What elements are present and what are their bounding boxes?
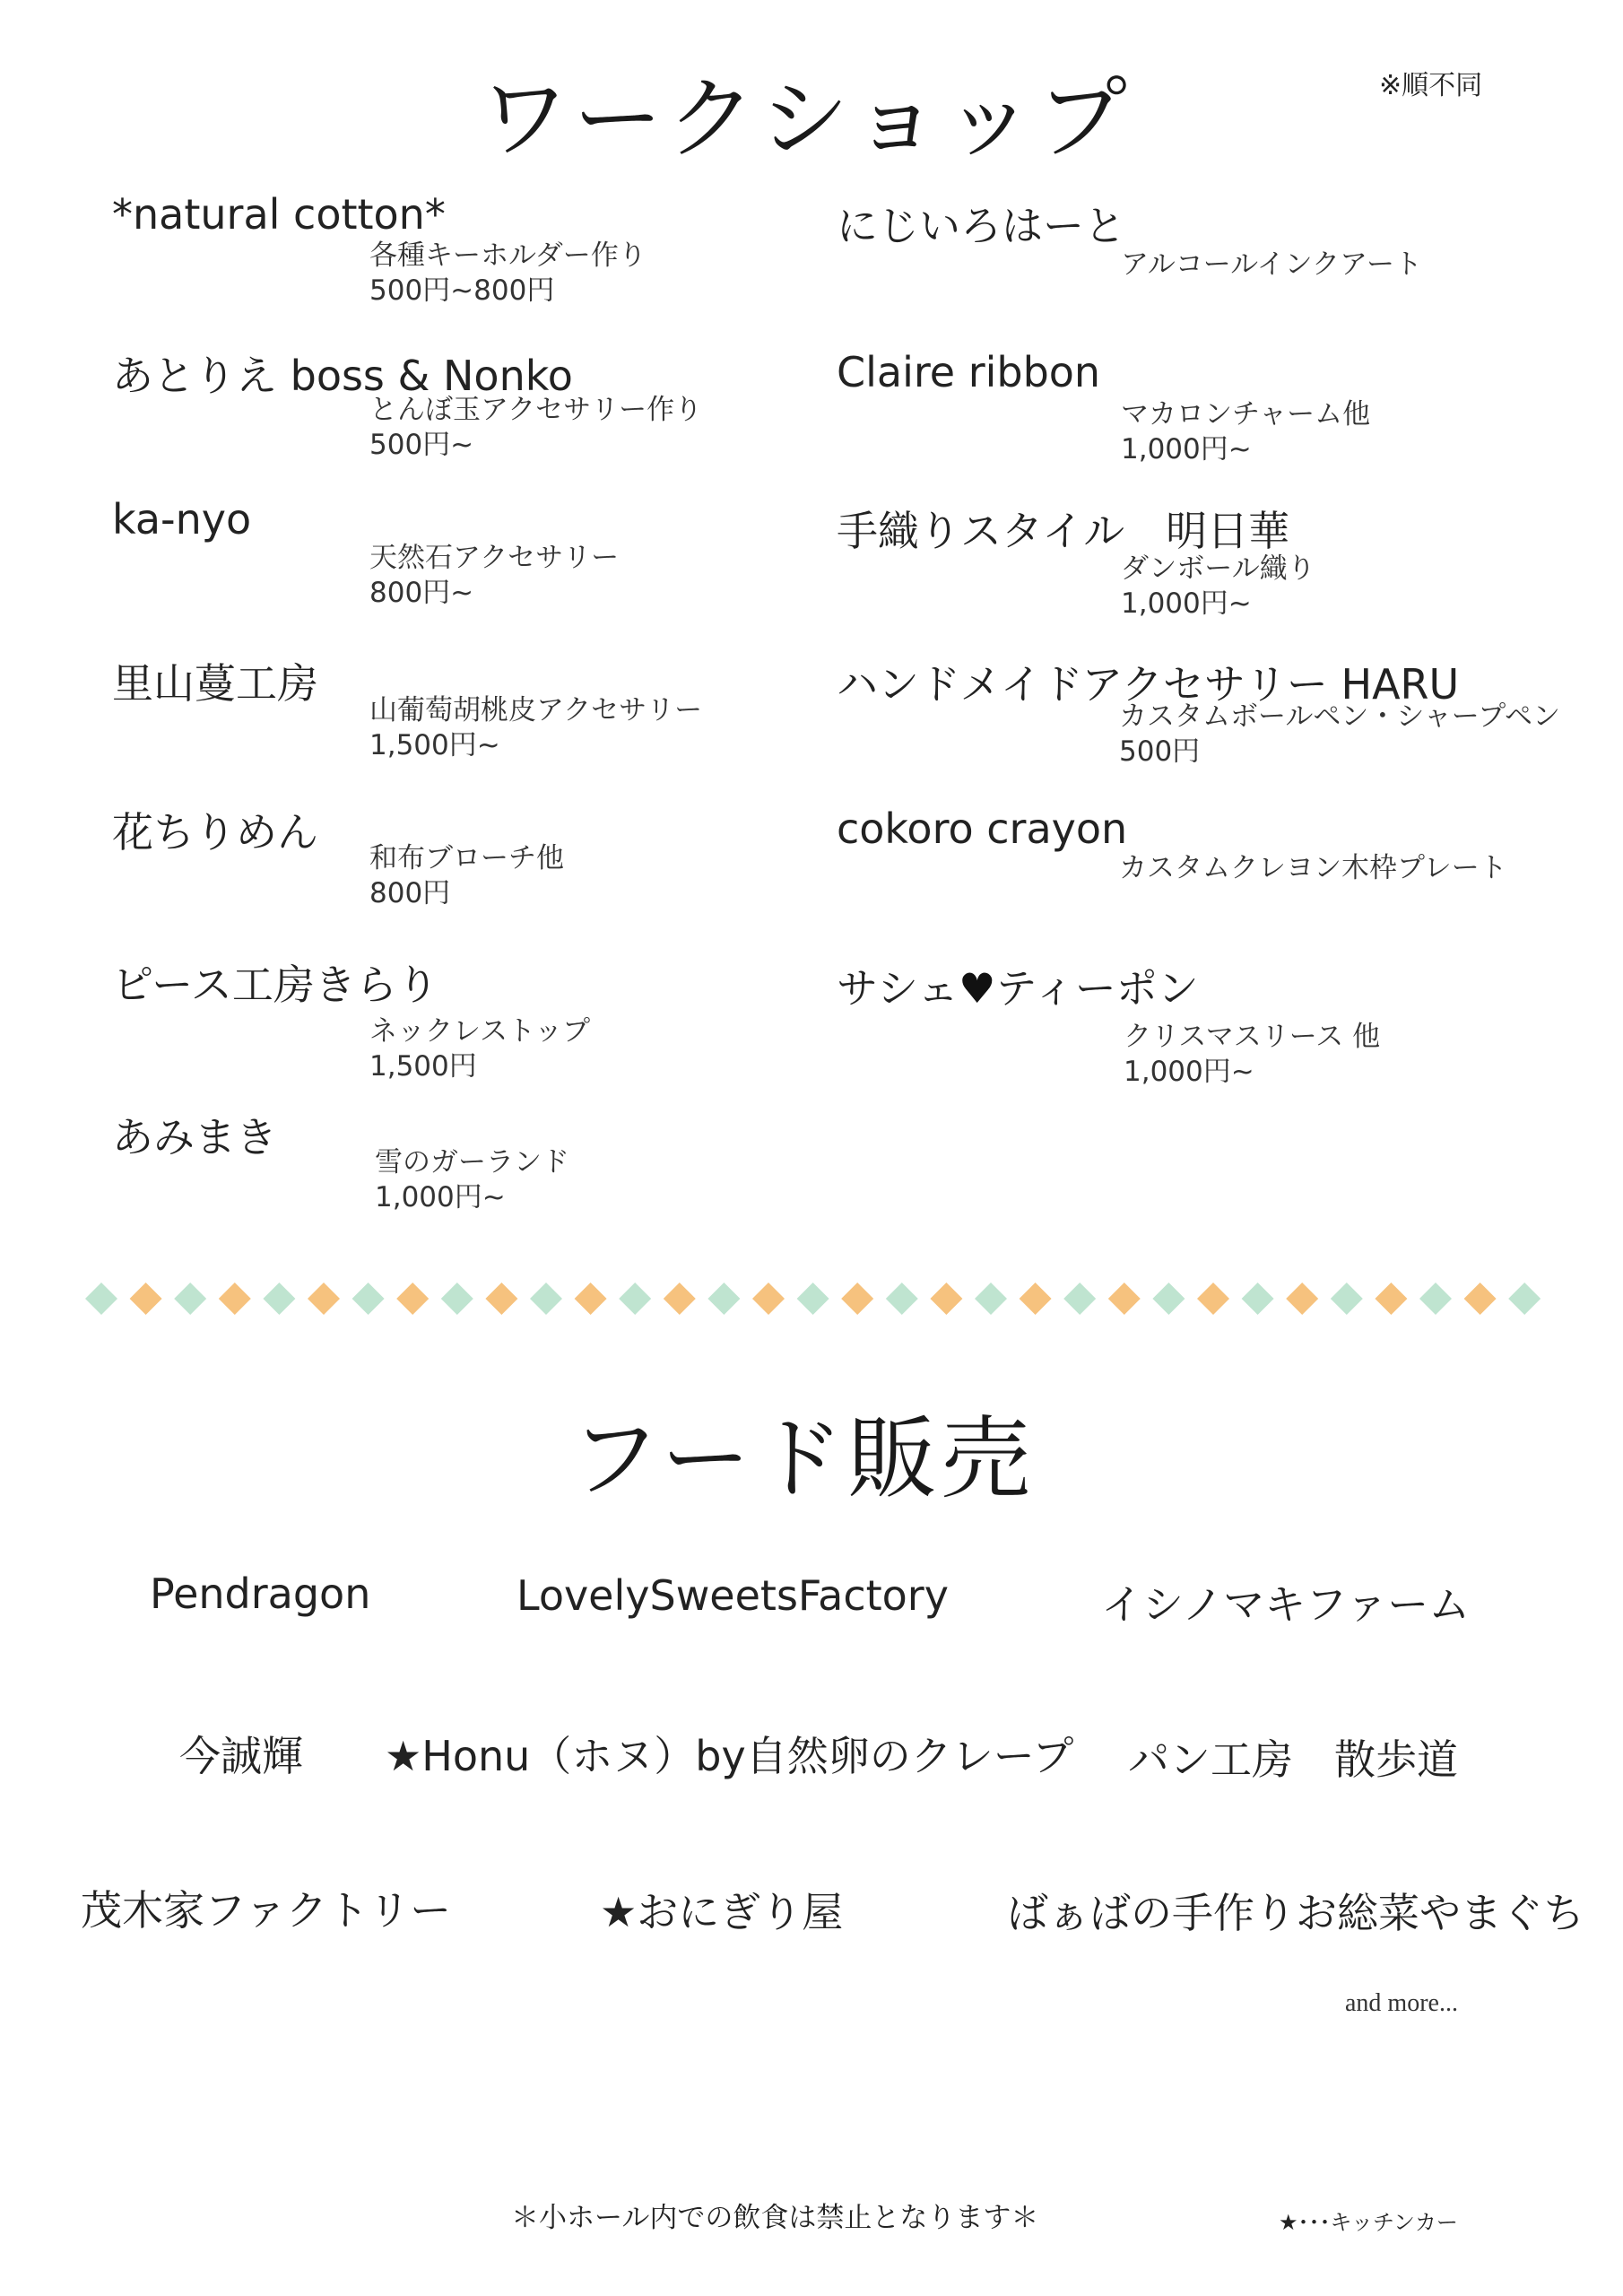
divider-diamond <box>975 1283 1007 1315</box>
divider-diamond <box>263 1283 295 1315</box>
shop-desc <box>369 393 702 463</box>
shop-activity: 各種キーホルダー作り <box>369 239 647 272</box>
divider-diamond <box>1242 1283 1274 1315</box>
shop-activity: クリスマスリース 他 <box>1124 1021 1381 1053</box>
shop-desc <box>369 1014 590 1084</box>
shop-price: 1,000円~ <box>375 1181 506 1213</box>
shop-activity: 雪のガーランド <box>375 1146 569 1178</box>
shop-price: 1,500円 <box>369 1050 477 1083</box>
shop-desc <box>1121 552 1315 622</box>
divider-diamond <box>396 1283 429 1315</box>
shop-desc <box>369 693 702 763</box>
shop-name: ピース工房きらり <box>112 961 438 1009</box>
footer-notice: ＊小ホール内での飲食は禁止となります＊ <box>511 2202 1039 2234</box>
divider-diamond <box>1020 1283 1052 1315</box>
shop-activity: マカロンチャーム他 <box>1121 398 1371 430</box>
divider-diamond <box>130 1283 162 1315</box>
shop-desc <box>369 239 647 309</box>
shop-desc <box>1121 248 1422 283</box>
divider-diamond <box>1508 1283 1541 1315</box>
shop-activity: ダンボール織り <box>1121 552 1315 585</box>
food-vendor: ばぁばの手作りお総菜やまぐち <box>1007 1889 1584 1937</box>
divider-diamond <box>797 1283 829 1315</box>
shop-name: cokoro crayon <box>837 804 1128 853</box>
shop-price: 1,000円~ <box>1121 433 1252 465</box>
shop-desc <box>1119 700 1560 770</box>
divider-diamond <box>664 1283 696 1315</box>
divider-diamond <box>1375 1283 1407 1315</box>
divider-diamond <box>485 1283 517 1315</box>
divider-diamond <box>1108 1283 1141 1315</box>
shop-price: 1,500円~ <box>369 729 500 761</box>
shop-desc <box>375 1145 569 1215</box>
divider-diamond <box>619 1283 651 1315</box>
shop-desc <box>1119 851 1507 886</box>
diamond-divider <box>81 1278 1551 1319</box>
shop-price: 500円~800円 <box>369 274 555 307</box>
shop-price: 1,000円~ <box>1124 1056 1254 1088</box>
divider-diamond <box>1152 1283 1185 1315</box>
divider-diamond <box>1464 1283 1497 1315</box>
shop-activity: カスタムクレヨン木枠プレート <box>1119 852 1507 884</box>
food-vendor: 今誠輝 <box>179 1732 303 1780</box>
divider-diamond <box>930 1283 962 1315</box>
shop-price: 500円~ <box>369 429 474 461</box>
divider-diamond <box>1331 1283 1363 1315</box>
shop-name <box>837 956 1199 1015</box>
food-vendor: イシノマキファーム <box>1101 1580 1471 1629</box>
divider-diamond <box>352 1283 385 1315</box>
shop-price: 800円 <box>369 877 451 909</box>
divider-diamond <box>1063 1283 1096 1315</box>
shop-desc <box>1121 397 1370 467</box>
food-vendor: 茂木家ファクトリー <box>81 1886 452 1935</box>
divider-diamond <box>85 1283 117 1315</box>
divider-diamond <box>530 1283 562 1315</box>
shop-name: 花ちりめん <box>112 808 318 857</box>
shop-name: *natural cotton* <box>112 190 446 239</box>
shop-name: にじいろはーと <box>837 202 1125 250</box>
divider-diamond <box>174 1283 206 1315</box>
divider-diamond <box>441 1283 473 1315</box>
and-more: and more... <box>1345 1989 1458 2017</box>
food-title: フード販売 <box>570 1406 1034 1511</box>
divider-diamond <box>886 1283 918 1315</box>
divider-diamond <box>308 1283 340 1315</box>
divider-diamond <box>841 1283 873 1315</box>
heart-icon: ♥ <box>959 964 996 1013</box>
shop-name-part: ティーポン <box>995 964 1199 1013</box>
shop-desc <box>369 841 564 911</box>
divider-diamond <box>752 1283 785 1315</box>
shop-name: 里山蔓工房 <box>112 659 318 708</box>
divider-diamond <box>1419 1283 1452 1315</box>
divider-diamond <box>1197 1283 1229 1315</box>
kitchen-car-legend: ★･･･キッチンカー <box>1279 2210 1458 2235</box>
shop-name: あみまき <box>112 1113 277 1161</box>
shop-name: ハンドメイドアクセサリー HARU <box>837 660 1460 709</box>
food-vendor: Pendragon <box>150 1570 371 1618</box>
shop-name: Claire ribbon <box>837 348 1101 396</box>
shop-name: あとりえ boss & Nonko <box>112 352 573 400</box>
food-vendor: ★Honu（ホヌ）by自然卵のクレープ <box>385 1732 1074 1780</box>
shop-activity: 天然石アクセサリー <box>369 542 620 574</box>
divider-diamond <box>1286 1283 1318 1315</box>
shop-name: 手織りスタイル 明日華 <box>837 507 1290 555</box>
order-note: ※順不同 <box>1379 70 1483 101</box>
divider-diamond <box>707 1283 740 1315</box>
shop-activity: 和布ブローチ他 <box>369 842 564 874</box>
shop-activity: カスタムボールペン・シャープペン <box>1119 700 1560 733</box>
shop-activity: ネックレストップ <box>369 1015 591 1048</box>
food-vendor: LovelySweetsFactory <box>516 1571 949 1620</box>
workshop-title: ワークショップ <box>480 66 1131 171</box>
shop-price: 1,000円~ <box>1121 587 1252 620</box>
shop-activity: 山葡萄胡桃皮アクセサリー <box>369 694 703 726</box>
shop-price: 800円~ <box>369 577 474 609</box>
shop-desc <box>1124 1020 1380 1090</box>
food-vendor: ★おにぎり屋 <box>600 1888 844 1936</box>
shop-desc <box>369 541 619 611</box>
shop-activity: アルコールインクアート <box>1121 248 1423 281</box>
shop-name: ka-nyo <box>112 495 252 544</box>
shop-name-part: サシェ <box>837 964 959 1013</box>
shop-activity: とんぼ玉アクセサリー作り <box>369 394 703 426</box>
divider-diamond <box>575 1283 607 1315</box>
shop-price: 500円 <box>1119 735 1201 768</box>
food-vendor: パン工房 散歩道 <box>1128 1735 1458 1784</box>
divider-diamond <box>219 1283 251 1315</box>
